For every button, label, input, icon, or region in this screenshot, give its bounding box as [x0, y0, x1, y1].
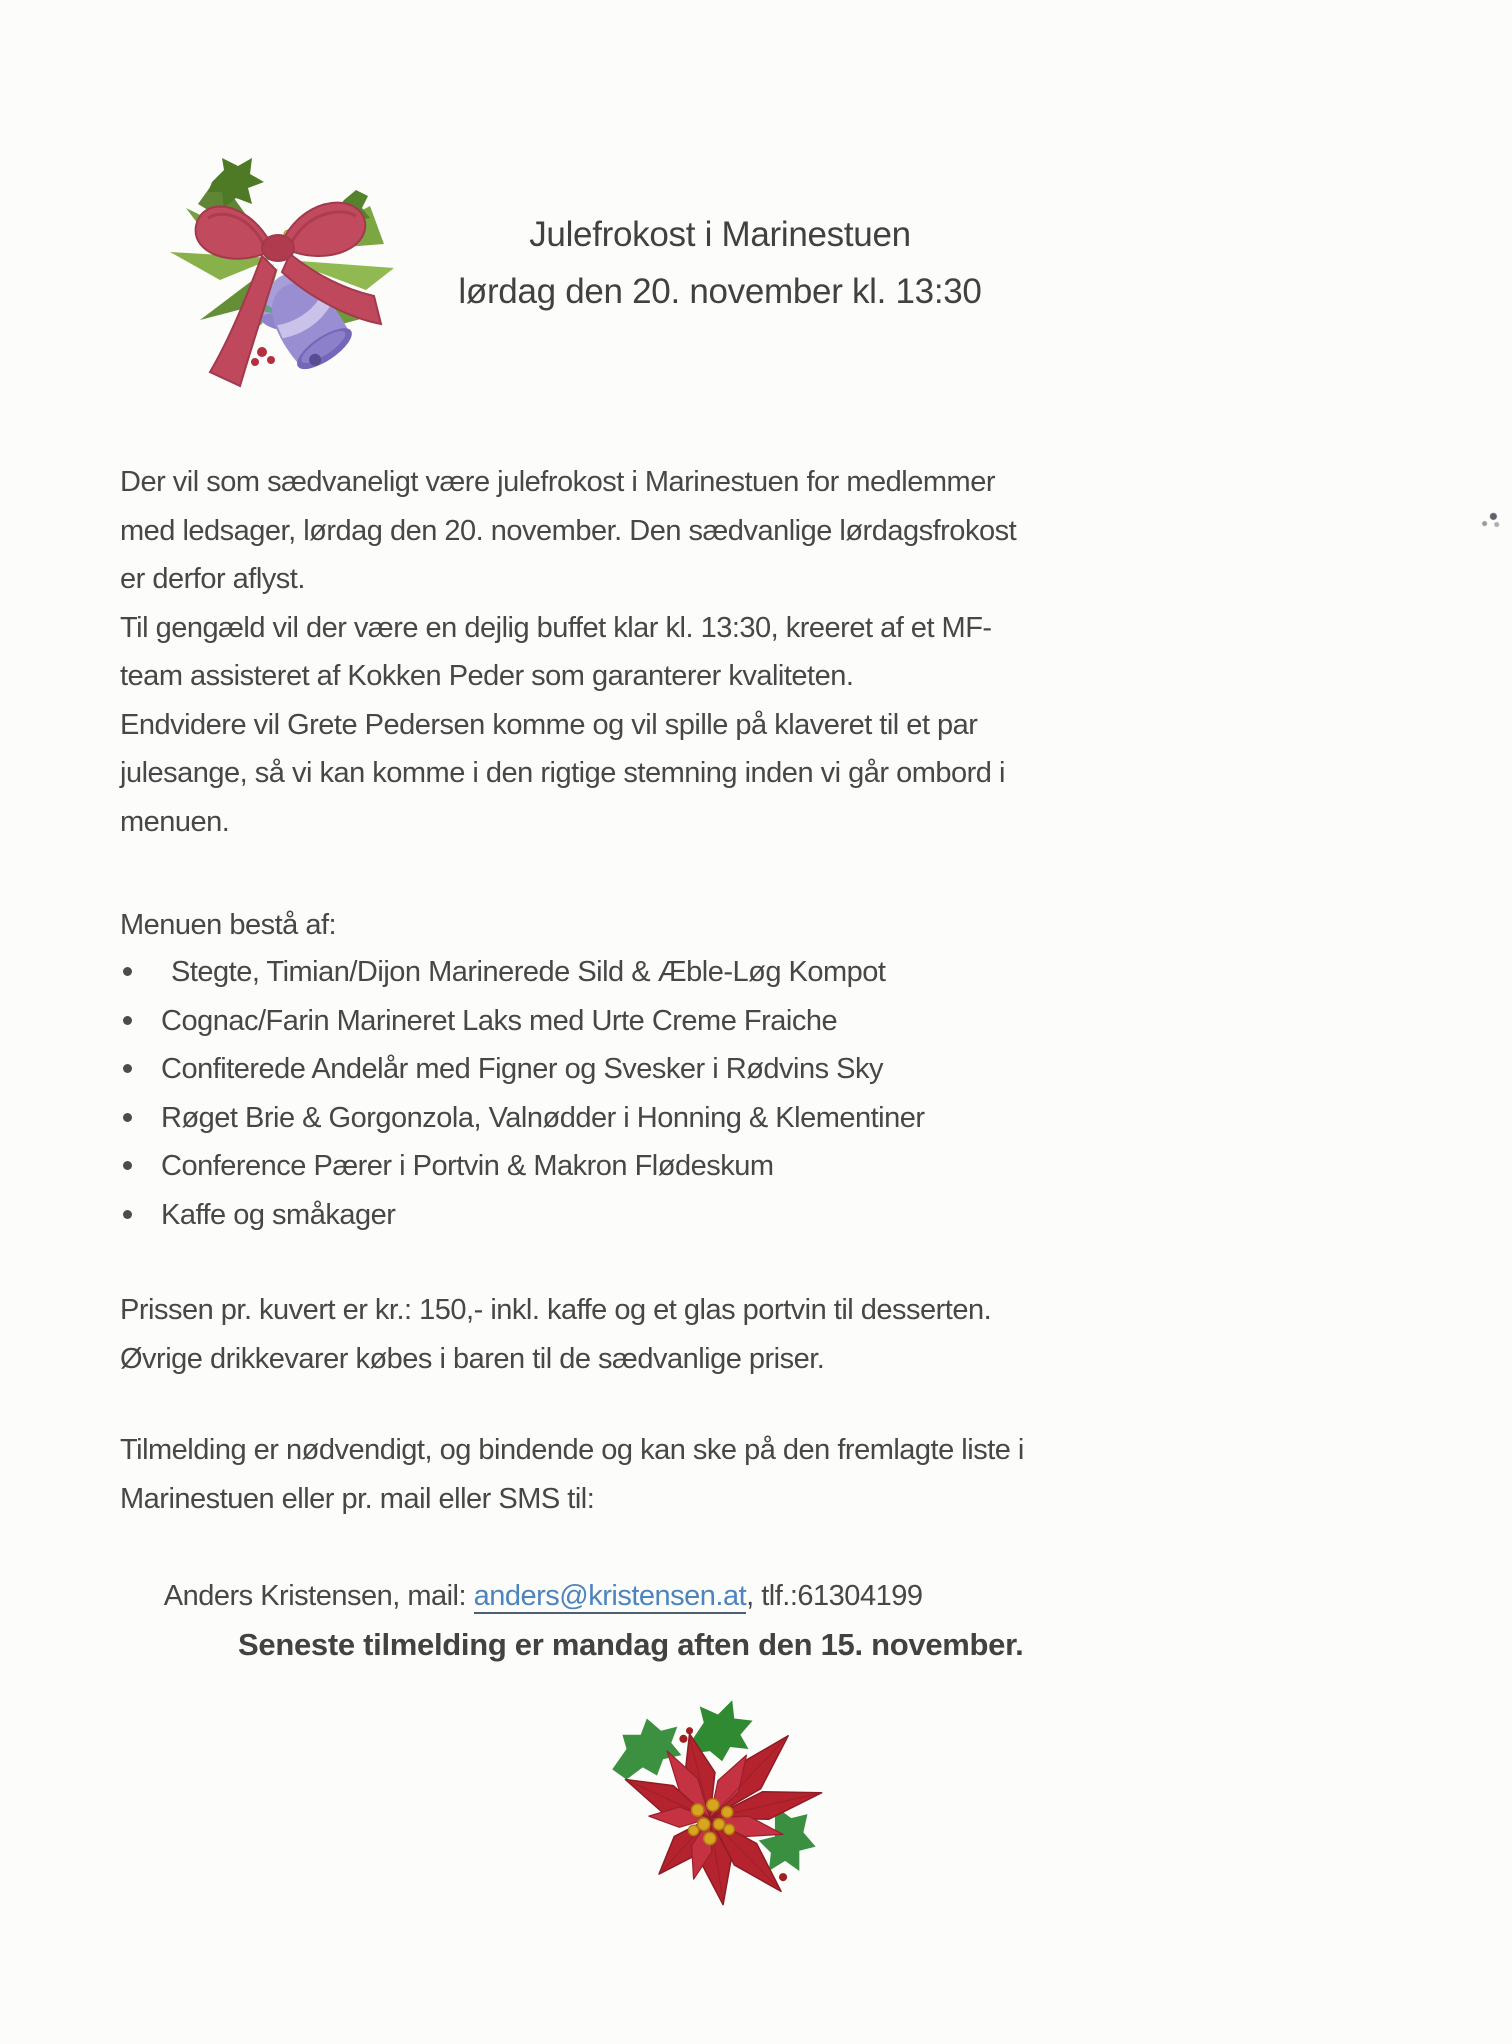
title-line-1: Julefrokost i Marinestuen	[529, 215, 911, 254]
intro-line: Til gengæld vil der være en dejlig buffet klar kl. 13:30, kreeret af et MF-	[120, 611, 992, 644]
signup-line: Marinestuen eller pr. mail eller SMS til:	[120, 1482, 595, 1515]
menu-item-label: Kaffe og småkager	[161, 1198, 396, 1231]
menu-heading: Menuen bestå af:	[120, 909, 337, 941]
intro-line: team assisteret af Kokken Peder som garanterer kvaliteten.	[120, 660, 854, 692]
bullet-icon	[123, 1064, 132, 1073]
menu-item-label: Cognac/Farin Marineret Laks med Urte Creme Fraiche	[161, 1004, 838, 1037]
menu-item-label: Conference Pærer i Portvin & Makron Flødeskum	[161, 1150, 774, 1182]
intro-line: julesange, så vi kan komme i den rigtige stemning inden vi går ombord i	[120, 757, 1005, 789]
menu-list	[120, 948, 925, 1239]
contact-phone-label: , tlf.:61304199	[746, 1579, 923, 1612]
price-paragraph	[120, 1286, 991, 1383]
bullet-icon	[123, 1113, 132, 1122]
menu-item-label: Confiterede Andelår med Figner og Svesker i Rødvins Sky	[161, 1053, 884, 1085]
email-link[interactable]: anders@kristensen.at	[473, 1579, 747, 1612]
bullet-icon	[123, 1210, 132, 1219]
menu-item	[120, 1191, 925, 1240]
intro-line: menuen.	[120, 805, 230, 838]
contact-name-label: Anders Kristensen, mail:	[163, 1579, 474, 1612]
intro-line: er derfor aflyst.	[120, 563, 305, 595]
bullet-icon	[123, 967, 132, 976]
menu-item	[120, 997, 925, 1046]
menu-item	[120, 1142, 925, 1191]
bullet-icon	[123, 1016, 132, 1025]
menu-item-label: Stegte, Timian/Dijon Marinerede Sild & Æble-Løg Kompot	[171, 956, 886, 988]
page-title	[150, 206, 1290, 320]
deadline-text: Seneste tilmelding er mandag aften den 15. november.	[238, 1627, 1024, 1662]
intro-line: Der vil som sædvaneligt være julefrokost i Marinestuen for medlemmer	[120, 466, 995, 498]
intro-line: Endvidere vil Grete Pedersen komme og vil spille på klaveret til et par	[120, 708, 978, 741]
poinsettia-image	[596, 1686, 840, 1930]
poinsettia-icon	[596, 1686, 840, 1930]
signup-line: Tilmelding er nødvendigt, og bindende og kan ske på den fremlagte liste i	[120, 1434, 1024, 1466]
menu-item-label: Røget Brie & Gorgonzola, Valnødder i Honning & Klementiner	[161, 1101, 925, 1134]
intro-line: med ledsager, lørdag den 20. november. Den sædvanlige lørdagsfrokost	[120, 514, 1017, 547]
title-line-2: lørdag den 20. november kl. 13:30	[458, 272, 982, 311]
price-line: Øvrige drikkevarer købes i baren til de sædvanlige priser.	[120, 1342, 825, 1375]
intro-paragraph	[120, 458, 1016, 846]
scan-artifact	[1478, 511, 1500, 529]
bullet-icon	[123, 1161, 132, 1170]
menu-item	[120, 1094, 925, 1143]
menu-item	[120, 948, 925, 997]
price-line: Prissen pr. kuvert er kr.: 150,- inkl. kaffe og et glas portvin til desserten.	[120, 1294, 992, 1326]
menu-item	[120, 1045, 925, 1094]
